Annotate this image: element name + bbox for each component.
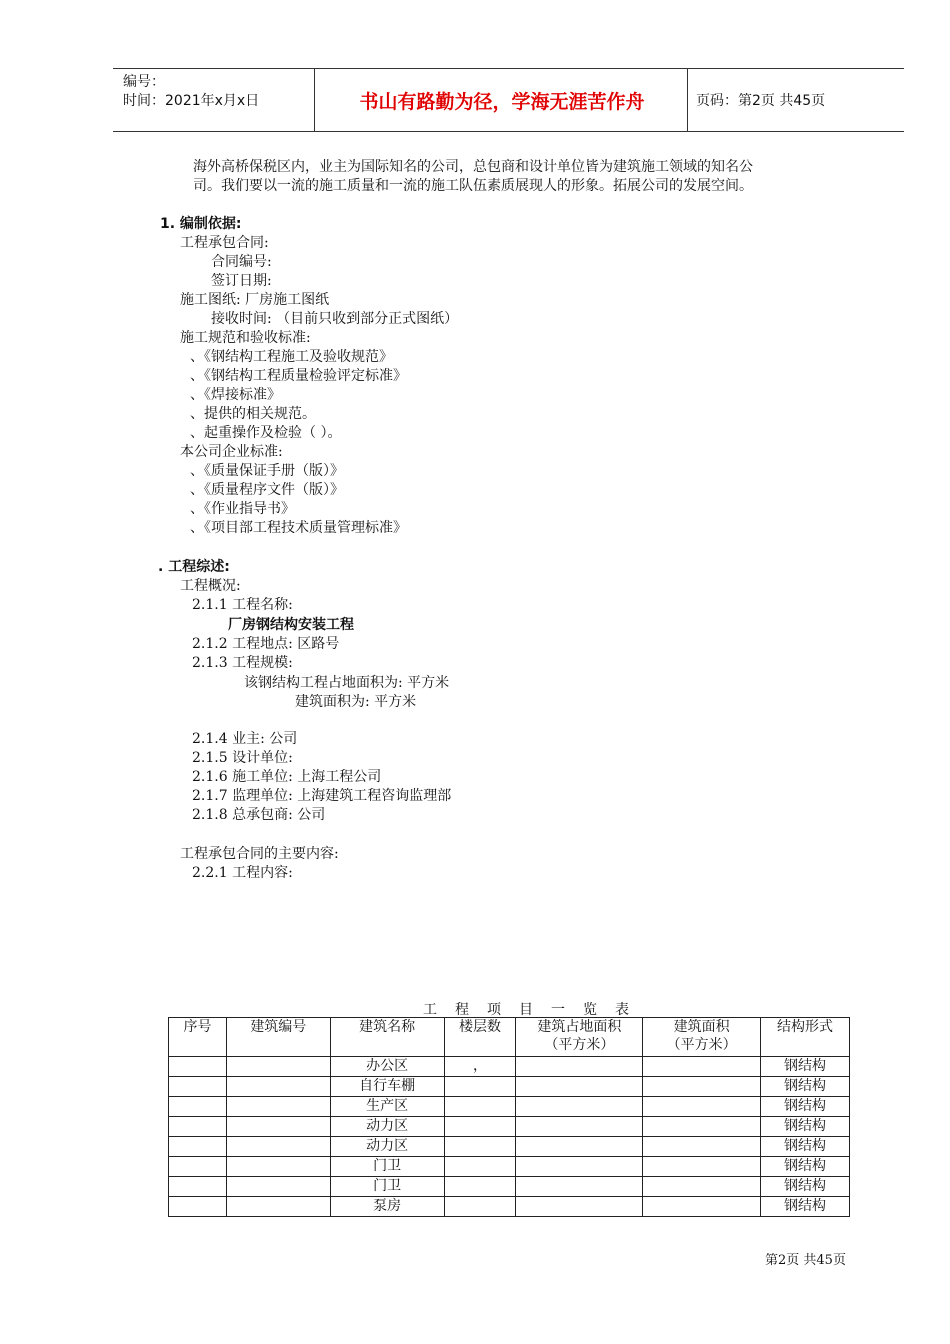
table-cell: 钢结构: [761, 1197, 850, 1217]
table-cell: [643, 1057, 761, 1077]
table-cell: 泵房: [330, 1197, 444, 1217]
table-cell: 钢结构: [761, 1137, 850, 1157]
section-heading: . 工程综述:: [158, 559, 230, 575]
table-header-cell: 序号: [169, 1018, 227, 1057]
table-cell: [226, 1097, 330, 1117]
text-line: 2.1.1 工程名称:: [192, 597, 293, 613]
table-cell: [444, 1137, 516, 1157]
table-cell: [516, 1157, 643, 1177]
table-cell: [169, 1157, 227, 1177]
table-cell: [516, 1117, 643, 1137]
table-cell: [169, 1057, 227, 1077]
project-table: [168, 1017, 850, 1217]
table-cell: [516, 1077, 643, 1097]
intro-line: 司。我们要以一流的施工质量和一流的施工队伍素质展现人的形象。拓展公司的发展空间。: [193, 178, 753, 194]
header-meta: [123, 73, 259, 111]
table-header-row: [169, 1018, 850, 1057]
table-cell: [516, 1097, 643, 1117]
table-cell: 钢结构: [761, 1097, 850, 1117]
table-cell: [643, 1077, 761, 1097]
document-time: 时间：2021年x月x日: [123, 93, 260, 109]
table-cell: [444, 1077, 516, 1097]
list-item: 、提供的相关规范。: [190, 406, 316, 422]
table-header-cell: 建筑面积 （平方米）: [643, 1018, 761, 1057]
list-item: 、《质量程序文件（版）》: [190, 482, 344, 498]
table-cell: [226, 1157, 330, 1177]
list-item: 、《项目部工程技术质量管理标准》: [190, 520, 407, 536]
table-cell: [643, 1117, 761, 1137]
table-cell: [643, 1177, 761, 1197]
text-line: 施工规范和验收标准:: [180, 330, 311, 346]
table-cell: [226, 1057, 330, 1077]
document-id-label: 编号：: [123, 74, 165, 90]
table-cell: 动力区: [330, 1137, 444, 1157]
table-cell: 钢结构: [761, 1077, 850, 1097]
table-cell: [169, 1137, 227, 1157]
table-cell: [169, 1077, 227, 1097]
table-cell: ，: [444, 1057, 516, 1077]
table-header-cell: 楼层数: [444, 1018, 516, 1057]
text-line: 2.1.6 施工单位: 上海工程公司: [192, 769, 382, 785]
page-header: [113, 68, 904, 132]
table-header-cell: 结构形式: [761, 1018, 850, 1057]
table-cell: 动力区: [330, 1117, 444, 1137]
table-row: [169, 1117, 850, 1137]
table-cell: [516, 1177, 643, 1197]
list-item: 、《焊接标准》: [190, 387, 281, 403]
table-cell: [643, 1097, 761, 1117]
table-cell: [643, 1157, 761, 1177]
list-item: 、《质量保证手册（版）》: [190, 463, 344, 479]
table-cell: [226, 1077, 330, 1097]
text-line: 签订日期:: [211, 273, 272, 289]
table-row: [169, 1177, 850, 1197]
text-line: 施工图纸: 厂房施工图纸: [180, 292, 330, 308]
intro-line: 海外高桥保税区内，业主为国际知名的公司，总包商和设计单位皆为建筑施工领域的知名公: [193, 159, 753, 175]
table-row: [169, 1157, 850, 1177]
text-line: 接收时间: （目前只收到部分正式图纸）: [211, 311, 459, 327]
table-cell: [444, 1097, 516, 1117]
table-cell: [643, 1137, 761, 1157]
header-page-info: 页码：第2页 共45页: [696, 93, 826, 109]
table-cell: [516, 1197, 643, 1217]
table-cell: [444, 1117, 516, 1137]
text-line: 工程承包合同:: [180, 235, 269, 251]
table-header-cell: 建筑占地面积 （平方米）: [516, 1018, 643, 1057]
table-cell: [169, 1177, 227, 1197]
text-line: 2.1.3 工程规模:: [192, 655, 293, 671]
text-line: 建筑面积为: 平方米: [295, 694, 417, 710]
table-row: [169, 1097, 850, 1117]
text-line: 本公司企业标准:: [180, 444, 283, 460]
project-name: 厂房钢结构安装工程: [228, 617, 354, 633]
table-cell: [226, 1197, 330, 1217]
table-cell: 门卫: [330, 1177, 444, 1197]
table-cell: 钢结构: [761, 1117, 850, 1137]
text-line: 2.2.1 工程内容:: [192, 865, 293, 881]
table-cell: 钢结构: [761, 1057, 850, 1077]
list-item: 、《作业指导书》: [190, 501, 295, 517]
table-cell: [169, 1097, 227, 1117]
text-line: 工程承包合同的主要内容:: [180, 846, 339, 862]
text-line: 该钢结构工程占地面积为: 平方米: [244, 675, 450, 691]
table-cell: 办公区: [330, 1057, 444, 1077]
page-footer: 第2页 共45页: [765, 1253, 846, 1268]
text-line: 合同编号:: [211, 254, 272, 270]
header-divider: [314, 69, 315, 131]
table-cell: [516, 1137, 643, 1157]
table-cell: 钢结构: [761, 1177, 850, 1197]
list-item: 、《钢结构工程质量检验评定标准》: [190, 368, 407, 384]
table-cell: [444, 1197, 516, 1217]
header-divider: [687, 69, 688, 131]
table-cell: 生产区: [330, 1097, 444, 1117]
table-cell: [226, 1137, 330, 1157]
text-line: 2.1.2 工程地点: 区路号: [192, 636, 340, 652]
table-cell: [643, 1197, 761, 1217]
table-cell: [169, 1197, 227, 1217]
text-line: 工程概况:: [180, 578, 241, 594]
table-header-cell: 建筑编号: [226, 1018, 330, 1057]
table-cell: 自行车棚: [330, 1077, 444, 1097]
table-cell: [169, 1117, 227, 1137]
list-item: 、《钢结构工程施工及验收规范》: [190, 349, 393, 365]
table-cell: [226, 1117, 330, 1137]
section-heading: 1. 编制依据:: [160, 216, 242, 232]
table-row: [169, 1077, 850, 1097]
table-cell: [444, 1177, 516, 1197]
table-cell: [516, 1057, 643, 1077]
header-motto: 书山有路勤为径，学海无涯苦作舟: [359, 90, 645, 113]
table-cell: 门卫: [330, 1157, 444, 1177]
table-cell: 钢结构: [761, 1157, 850, 1177]
text-line: 2.1.8 总承包商: 公司: [192, 807, 326, 823]
list-item: 、起重操作及检验（ ）。: [190, 425, 342, 441]
table-cell: [444, 1157, 516, 1177]
table-row: [169, 1197, 850, 1217]
table-header-cell: 建筑名称: [330, 1018, 444, 1057]
table-row: [169, 1137, 850, 1157]
text-line: 2.1.7 监理单位: 上海建筑工程咨询监理部: [192, 788, 452, 804]
table-row: [169, 1057, 850, 1077]
text-line: 2.1.5 设计单位:: [192, 750, 293, 766]
table-cell: [226, 1177, 330, 1197]
text-line: 2.1.4 业主: 公司: [192, 731, 298, 747]
table-caption: 工程项目一览表: [423, 1002, 647, 1018]
